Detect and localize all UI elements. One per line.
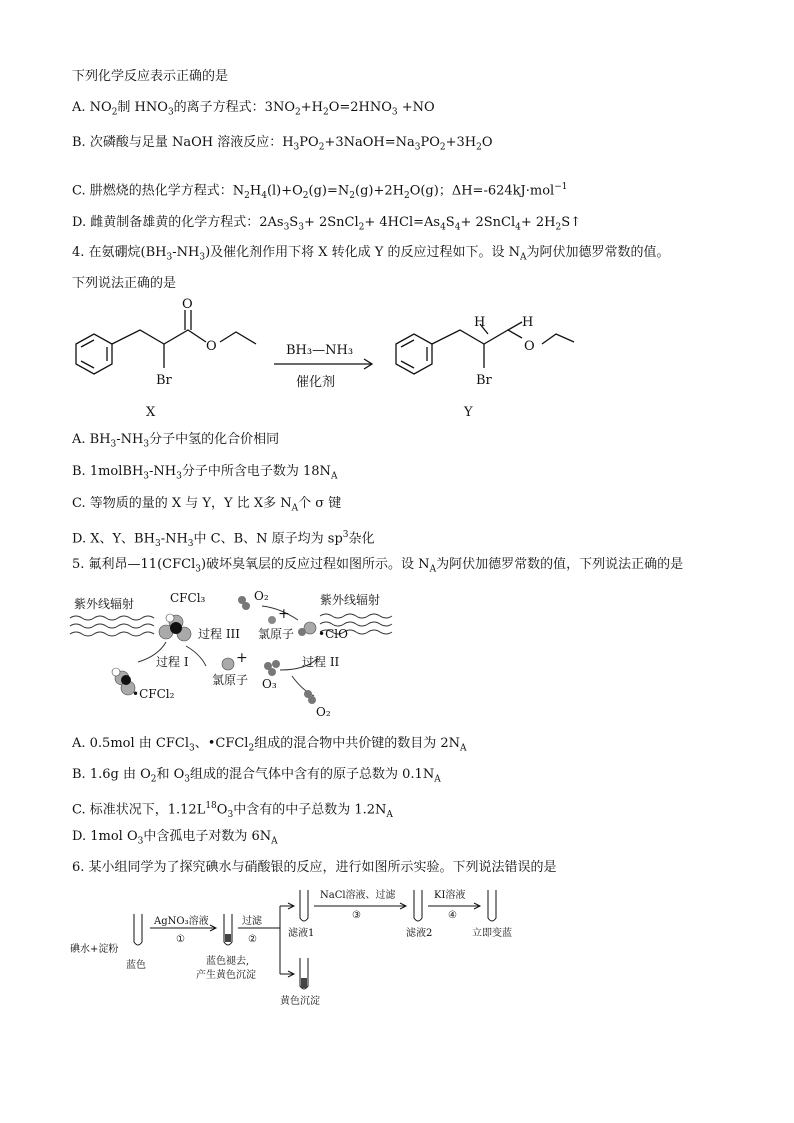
test-tube-filtrate-2 — [414, 890, 422, 921]
q3-stem: 下列化学反应表示正确的是 — [72, 69, 229, 84]
test-tube-1 — [134, 914, 142, 945]
q5-option-b: B. 1.6g 由 $O_2$和 $O_3$组成的混合气体中含有的原子总数为 $0.1N_A$ — [72, 767, 441, 785]
q4-option-d: D. X、Y、$BH_3-NH_3$中 C、B、N 原子均为 $sp^3$杂化 — [72, 530, 375, 549]
x-bromine: Br — [156, 373, 172, 388]
label-ki: KI溶液 — [434, 890, 466, 901]
q3-option-b: B. 次磷酸与足量 NaOH 溶液反应：$H_3PO_2+3NaOH=Na_3PO_2+3H_2O$ — [72, 135, 493, 153]
reaction-scheme-figure — [60, 298, 620, 428]
label-iodine-starch: 碘水+淀粉 — [70, 944, 119, 955]
y-bromine: Br — [476, 373, 492, 388]
catalyst-label: 催化剂 — [296, 375, 336, 390]
label-x: X — [146, 405, 156, 420]
q4-option-b: B. $1molBH_3-NH_3$分子中所含电子数为 $18N_A$ — [72, 464, 338, 482]
label-nacl: NaCl溶液、过滤 — [320, 890, 396, 901]
reagent-bh3-nh3: BH₃—NH₃ — [286, 343, 354, 358]
x-chain — [112, 330, 206, 344]
process-2-label: 过程 II — [302, 655, 340, 669]
q5-stem: 5. 氟利昂—11(CFCl$_3$)破坏臭氧层的反应过程如图所示。设 $N_A$为阿伏加德罗常数的值，下列说法正确的是 — [72, 557, 684, 575]
q5-option-a: A. 0.5mol 由 CFCl$_3$、•CFCl$_2$组成的混合物中共价键的数目为 $2N_A$ — [72, 736, 467, 754]
cfcl2-label: •CFCl₂ — [132, 687, 175, 701]
y-hydrogen-2: H — [522, 315, 534, 330]
test-tube-filtrate-1 — [300, 890, 308, 921]
o2-molecule-bottom — [304, 690, 316, 704]
arrow-to-cl-atom — [186, 646, 206, 666]
label-step-1: ① — [176, 934, 185, 945]
label-step-2: ② — [248, 934, 257, 945]
test-tube-final — [488, 890, 496, 921]
label-yellow-precipitate: 黄色沉淀 — [280, 996, 320, 1007]
label-step-3: ③ — [352, 910, 361, 921]
cl-atom-label-top: 氯原子 — [258, 627, 295, 641]
plus-sign-top: + — [278, 606, 290, 622]
q3-option-c: C. 肼燃烧的热化学方程式：$N_2H_4(l)+O_2(g)=N_2(g)+2H_2O(g)$；ΔH=-624kJ·mol$^{-1}$ — [72, 182, 568, 201]
label-faded-1: 蓝色褪去, — [206, 956, 250, 967]
q3-option-d: D. 雌黄制备雄黄的化学方程式：$2As_3S_3+$ 2SnCl$_2$+ $4HCl=As_4S_4+$ 2SnCl$_4$+ $2H_2S↑$ — [72, 215, 582, 233]
chlorine-atom-center — [222, 658, 234, 670]
label-faded-2: 产生黄色沉淀 — [196, 970, 256, 981]
uv-label-left: 紫外线辐射 — [74, 597, 135, 611]
o2-molecule-top — [238, 596, 250, 610]
x-ester-oxygen: O — [206, 339, 217, 354]
plus-sign-center: + — [236, 650, 248, 666]
ozone-depletion-figure — [66, 586, 406, 722]
q5-option-d: D. 1mol $O_3$中含孤电子对数为 $6N_A$ — [72, 829, 278, 847]
x-carbonyl-oxygen: O — [182, 298, 193, 312]
q6-stem: 6. 某小组同学为了探究碘水与硝酸银的反应，进行如图所示实验。下列说法错误的是 — [72, 860, 557, 875]
clo-label: •ClO — [318, 627, 348, 641]
q4-option-c: C. 等物质的量的 X 与 Y，Y 比 X多 $N_A$个 σ 键 — [72, 496, 342, 514]
o2-label-bottom: O₂ — [316, 705, 331, 719]
label-agno3: AgNO₃溶液 — [154, 916, 209, 927]
label-blue: 蓝色 — [126, 960, 146, 971]
o3-molecule — [264, 660, 280, 676]
process-3-label: 过程 III — [198, 627, 241, 641]
q4-option-a: A. $BH_3-NH_3$分子中氢的化合价相同 — [72, 432, 280, 450]
o2-label-top: O₂ — [254, 589, 269, 603]
uv-label-right: 紫外线辐射 — [320, 593, 381, 607]
y-hydrogen-1: H — [474, 315, 486, 330]
q4-stem-line1: 4. 在氨硼烷$(BH_3-NH_3)$及催化剂作用下将 X 转化成 Y 的反应过程如下。设 $N_A$为阿伏加德罗常数的值。 — [72, 245, 670, 263]
label-y: Y — [464, 405, 473, 420]
cl-atom-label-center: 氯原子 — [212, 673, 249, 687]
o3-label: O₃ — [262, 677, 277, 691]
process-1-label: 过程 I — [156, 655, 189, 669]
uv-wave-left — [70, 616, 154, 636]
cfcl3-label: CFCl₃ — [170, 591, 206, 605]
chlorine-atom-top — [268, 616, 276, 624]
y-chain — [432, 330, 522, 344]
cfcl3-molecule — [159, 614, 191, 641]
label-filter: 过滤 — [242, 916, 262, 927]
clo-radical — [298, 622, 316, 636]
y-ether-oxygen: O — [524, 339, 535, 354]
label-turn-blue: 立即变蓝 — [472, 928, 512, 939]
label-step-4: ④ — [448, 910, 457, 921]
q3-option-a: A. $NO_2$制 $HNO_3$的离子方程式：$3NO_2+H_2O=2HNO_3 +NO$ — [72, 100, 435, 118]
label-filtrate-1: 滤液1 — [288, 928, 315, 939]
q5-option-c: C. 标准状况下，$1.12L^{18}O_3$中含有的中子总数为 $1.2N_A$ — [72, 801, 393, 820]
label-filtrate-2: 滤液2 — [406, 928, 433, 939]
iodine-silver-experiment-figure — [68, 884, 538, 1010]
q4-stem-line2: 下列说法正确的是 — [72, 276, 177, 291]
